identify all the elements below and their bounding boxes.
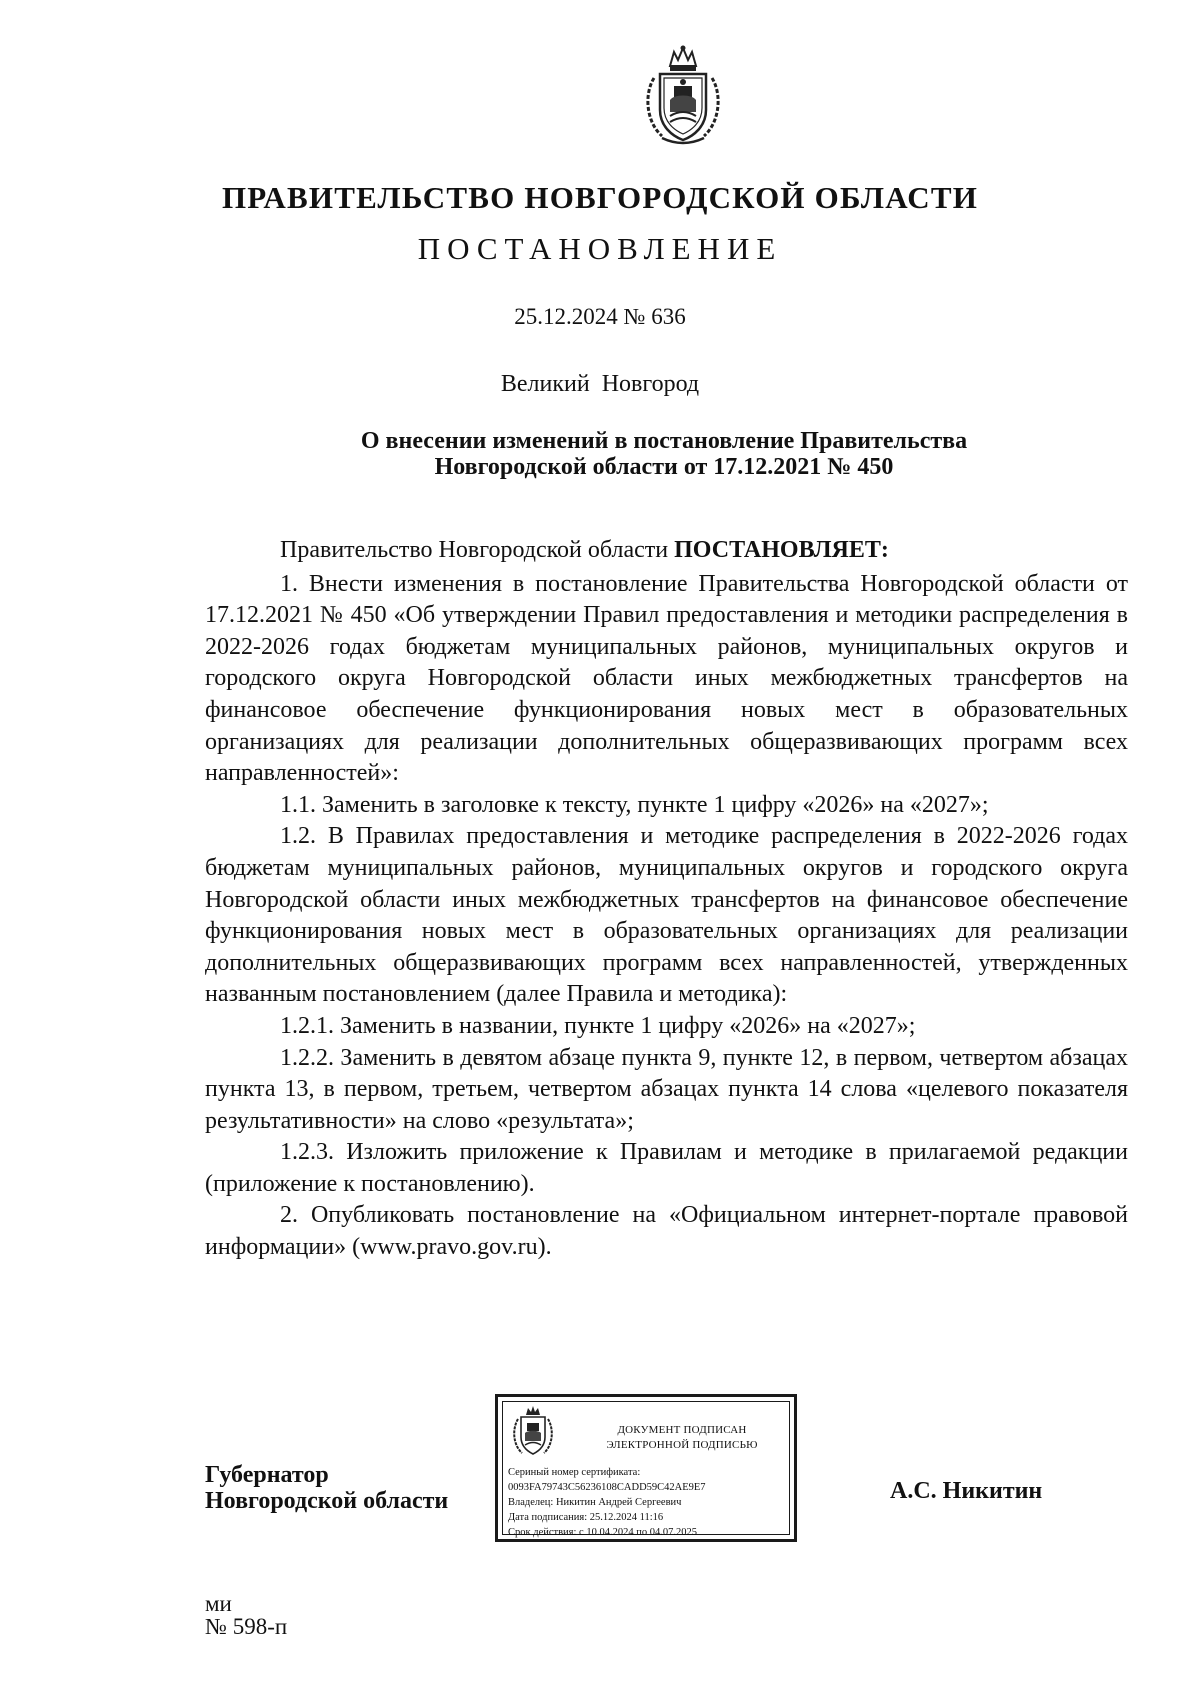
organization-title: ПРАВИТЕЛЬСТВО НОВГОРОДСКОЙ ОБЛАСТИ xyxy=(221,180,979,215)
subject-line-1: О внесении изменений в постановление Правительства xyxy=(360,428,968,454)
paragraph-1-1: 1.1. Заменить в заголовке к тексту, пункте 1 цифру «2026» на «2027»; xyxy=(280,791,989,818)
signatory-position-line-2: Новгородской области xyxy=(205,1488,449,1514)
lead-keyword: ПОСТАНОВЛЯЕТ: xyxy=(674,537,889,563)
executor-initials: ми xyxy=(205,1591,232,1616)
paragraph-1: 1. Внести изменения в постановление Правительства Новгородской области от 17.12.2021 № 450 «Об утверждении Правил предоставления и методики распределения в 2022-2026 годах бюджетам муниципальных районов, муниципальных округов и городского округа Новгородской области иных межбюджетных трансфертов на финансовое обеспечение функционирования новых мест в образовательных организациях для реализации дополнительных общеразвивающих программ всех направленностей»: xyxy=(205,570,1128,787)
stamp-signed-date: Дата подписания: 25.12.2024 11:16 xyxy=(508,1512,664,1523)
document-place: Великий Новгород xyxy=(500,371,700,397)
stamp-details xyxy=(508,1465,788,1540)
signatory-position xyxy=(205,1462,485,1514)
document-body xyxy=(205,535,1128,1264)
stamp-heading-line-2: ЭЛЕКТРОННОЙ ПОДПИСЬЮ xyxy=(606,1439,758,1451)
lead-text: Правительство Новгородской области xyxy=(280,537,675,563)
signatory-name: А.С. Никитин xyxy=(890,1478,1043,1504)
subject-line-2: Новгородской области от 17.12.2021 № 450 xyxy=(434,454,894,480)
paragraph-2: 2. Опубликовать постановление на «Официальном интернет-портале правовой информации» (www.pravo.gov.ru). xyxy=(205,1202,1128,1261)
stamp-heading xyxy=(576,1423,788,1453)
stamp-cert-label: Сериный номер сертификата: xyxy=(508,1467,641,1478)
paragraph-1-2-2: 1.2.2. Заменить в девятом абзаце пункта 9, пункте 12, в первом, четвертом абзацах пункта 13, в первом, третьем, четвертом абзацах пункта 14 слова «целевого показателя результативности» на слово «результата»; xyxy=(205,1044,1128,1134)
electronic-signature-stamp xyxy=(495,1394,797,1542)
coat-of-arms-emblem xyxy=(640,44,726,148)
signatory-position-line-1: Губернатор xyxy=(205,1462,329,1488)
stamp-emblem-icon xyxy=(510,1405,556,1459)
document-date-number: 25.12.2024 № 636 xyxy=(514,304,686,329)
resolution-lead xyxy=(205,535,1128,567)
stamp-cert-number: 0093FA79743C56236108CADD59C42AE9E7 xyxy=(508,1482,706,1493)
registration-number: № 598-п xyxy=(205,1614,288,1639)
stamp-owner: Владелец: Никитин Андрей Сергеевич xyxy=(508,1497,682,1508)
paragraph-1-2-1: 1.2.1. Заменить в названии, пункте 1 цифру «2026» на «2027»; xyxy=(280,1012,916,1039)
document-type: ПОСТАНОВЛЕНИЕ xyxy=(417,231,783,266)
stamp-heading-line-1: ДОКУМЕНТ ПОДПИСАН xyxy=(617,1424,747,1436)
document-subject xyxy=(200,428,1128,480)
paragraph-1-2: 1.2. В Правилах предоставления и методике распределения в 2022-2026 годах бюджетам муниципальных районов, муниципальных округов и городского округа Новгородской области иных межбюджетных трансфертов на финансовое обеспечение функционирования новых мест в образовательных организациях для реализации дополнительных общеразвивающих программ всех направленностей, утвержденных названным постановлением (далее Правила и методика): xyxy=(205,823,1128,1008)
paragraph-1-2-3: 1.2.3. Изложить приложение к Правилам и методике в прилагаемой редакции (приложение к постановлению). xyxy=(205,1139,1128,1197)
document-registration-code xyxy=(205,1592,287,1638)
stamp-validity: Срок действия: с 10.04.2024 по 04.07.2025 xyxy=(508,1527,697,1538)
